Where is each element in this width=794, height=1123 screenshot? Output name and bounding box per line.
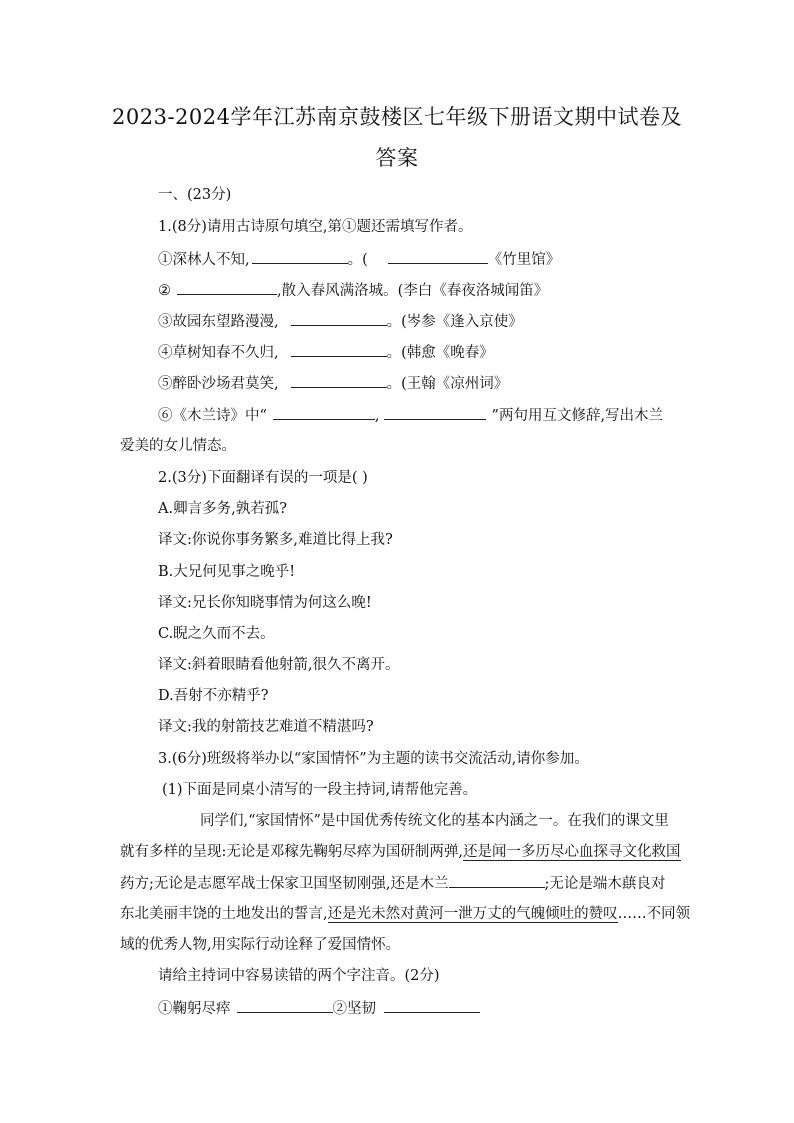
answer-blank[interactable] bbox=[291, 310, 387, 326]
item-4-source: 。(韩愈《晚春》 bbox=[386, 345, 494, 361]
option-b-translation: 译文:兄长你知晓事情为何这么晚! bbox=[158, 595, 372, 611]
pinyin-answers bbox=[158, 997, 480, 1020]
item-2-number: ② bbox=[158, 283, 171, 299]
answer-blank[interactable] bbox=[291, 372, 387, 388]
question-1-item-4 bbox=[158, 341, 494, 364]
author-blank[interactable] bbox=[388, 248, 488, 264]
answer-blank[interactable] bbox=[177, 279, 277, 295]
passage-line-4-end: ……不同领 bbox=[617, 906, 691, 922]
item-6-prompt: ⑥《木兰诗》中“ bbox=[158, 408, 267, 424]
item-6-text: ”两句用互文修辞,写出木兰 bbox=[491, 408, 664, 424]
option-a-translation: 译文:你说你事务繁多,难道比得上我? bbox=[158, 532, 393, 548]
item-6-comma: , bbox=[374, 408, 380, 424]
pinyin-question: 请给主持词中容易读错的两个字注音。(2分) bbox=[158, 968, 440, 984]
answer-blank[interactable] bbox=[384, 997, 480, 1013]
question-1-item-1 bbox=[158, 248, 560, 271]
answer-blank[interactable] bbox=[252, 248, 348, 264]
passage-line-5: 域的优秀人物,用实际行动诠释了爱国情怀。 bbox=[120, 937, 401, 953]
item-4-prompt: ④草树知春不久归, bbox=[158, 345, 279, 361]
section-heading: 一、(23分) bbox=[158, 187, 232, 203]
answer-blank[interactable] bbox=[273, 404, 375, 420]
item-1-source: 《竹里馆》 bbox=[487, 252, 561, 268]
question-1-item-6-cont: 爱美的女儿情态。 bbox=[120, 438, 236, 454]
question-3-sub-1: (1)下面是同桌小清写的一段主持词,请帮他完善。 bbox=[162, 782, 478, 798]
item-3-prompt: ③故园东望路漫漫, bbox=[158, 314, 279, 330]
item-2-text: ,散入春风满洛城。(李白《春夜洛城闻笛》 bbox=[277, 283, 549, 299]
question-1-item-6 bbox=[158, 404, 663, 427]
item-1-prompt: ①深林人不知, bbox=[158, 252, 250, 268]
answer-blank[interactable] bbox=[291, 341, 387, 357]
option-a: A.卿言多务,孰若孤? bbox=[158, 501, 287, 517]
item-3-source: 。(岑参《逢入京使》 bbox=[386, 314, 523, 330]
underlined-phrase: 还是光未然对黄河一泄万丈的气魄倾吐的赞叹 bbox=[327, 906, 618, 922]
passage-line-2-text: 就有多样的呈现:无论是邓稼先鞠躬尽瘁为国研制两弹, bbox=[120, 844, 463, 860]
passage-line-3-end: ;无论是端木蕻良对 bbox=[544, 876, 666, 892]
answer-blank[interactable] bbox=[449, 872, 545, 888]
answer-blank[interactable] bbox=[237, 997, 333, 1013]
passage-line-3-text: 药方;无论是志愿军战士保家卫国坚韧刚强,还是木兰 bbox=[120, 876, 449, 892]
passage-line-4-text: 东北美丽丰饶的土地发出的誓言, bbox=[120, 906, 328, 922]
option-c-translation: 译文:斜着眼睛看他射箭,很久不离开。 bbox=[158, 657, 400, 673]
question-1-item-5 bbox=[158, 372, 508, 395]
question-3-stem: 3.(6分)班级将举办以“家国情怀”为主题的读书交流活动,请你参加。 bbox=[158, 751, 589, 767]
answer-blank[interactable] bbox=[384, 404, 486, 420]
underlined-phrase: 还是闻一多历尽心血探寻文化救国 bbox=[463, 844, 681, 860]
option-b: B.大兄何见事之晚乎! bbox=[158, 564, 296, 580]
question-1-item-3 bbox=[158, 310, 523, 333]
option-d: D.吾射不亦精乎? bbox=[158, 688, 269, 704]
document-title-line-1: 2023-2024学年江苏南京鼓楼区七年级下册语文期中试卷及 bbox=[112, 105, 682, 129]
pinyin-item-1: ①鞠躬尽瘁 bbox=[158, 1001, 231, 1017]
option-c: C.睨之久而不去。 bbox=[158, 626, 275, 642]
item-5-source: 。(王翰《凉州词》 bbox=[386, 376, 509, 392]
option-d-translation: 译文:我的射箭技艺难道不精湛吗? bbox=[158, 719, 374, 735]
question-1-stem: 1.(8分)请用古诗原句填空,第①题还需填写作者。 bbox=[158, 219, 473, 235]
passage-line-3 bbox=[120, 872, 665, 895]
pinyin-item-2: ②坚韧 bbox=[332, 1001, 376, 1017]
passage-line-1: 同学们,“家国情怀”是中国优秀传统文化的基本内涵之一。在我们的课文里 bbox=[200, 813, 669, 829]
question-2-stem: 2.(3分)下面翻译有误的一项是( ) bbox=[158, 470, 368, 486]
question-1-item-2 bbox=[158, 279, 548, 302]
document-title-line-2: 答案 bbox=[375, 146, 419, 170]
item-1-mid: 。( bbox=[347, 252, 368, 268]
passage-line-2 bbox=[120, 841, 681, 863]
item-5-prompt: ⑤醉卧沙场君莫笑, bbox=[158, 376, 279, 392]
passage-line-4 bbox=[120, 903, 690, 925]
